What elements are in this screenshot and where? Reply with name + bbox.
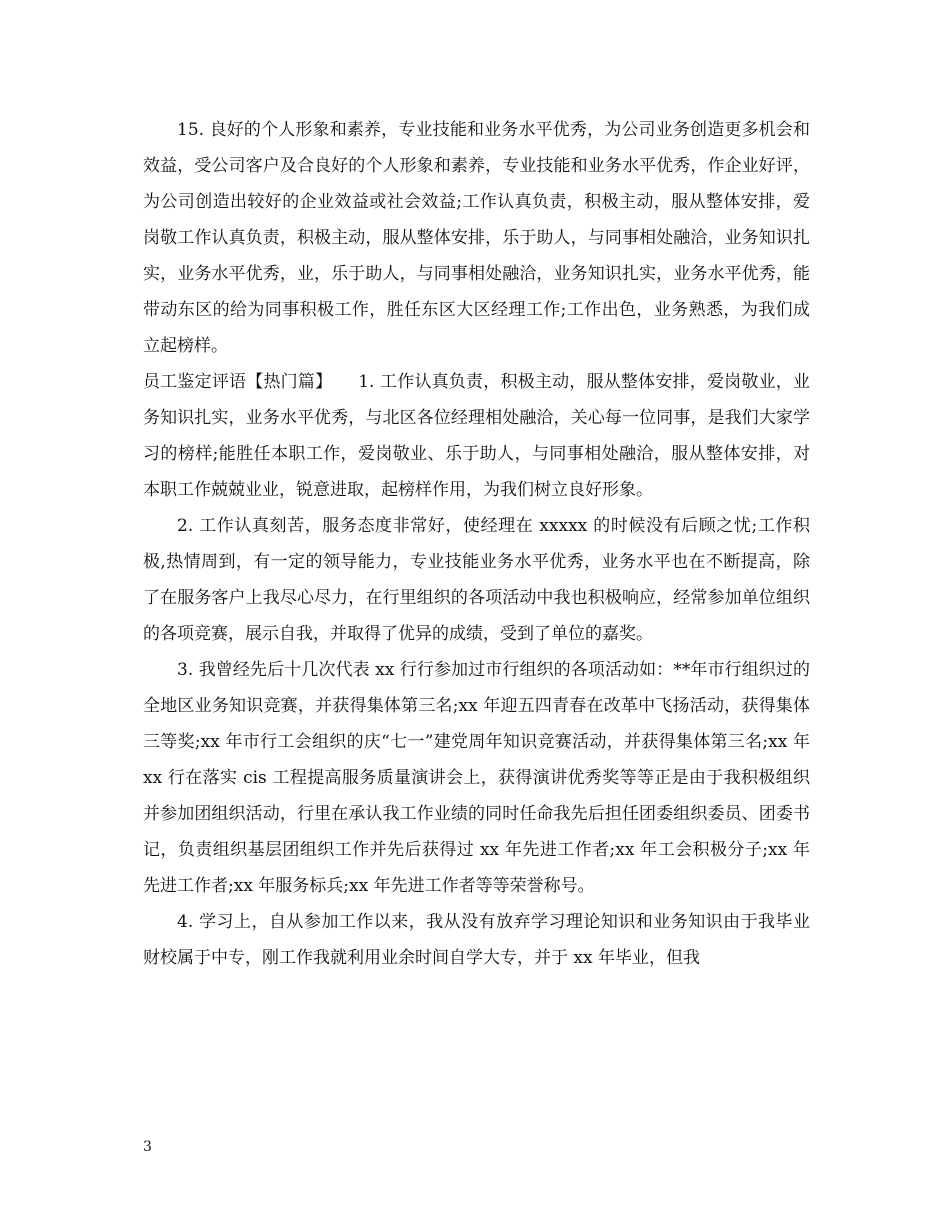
- paragraph-item-2: 2. 工作认真刻苦，服务态度非常好，使经理在 xxxxx 的时候没有后顾之忧;工作积极,热情周到，有一定的领导能力，专业技能业务水平优秀，业务水平也在不断提高，除了在服务客户上我尽心尽力，在行里组织的各项活动中我也积极响应，经常参加单位组织的各项竞赛，展示自我，并取得了优异的成绩，受到了单位的嘉奖。: [143, 516, 810, 644]
- page-number: 3: [143, 1139, 152, 1155]
- paragraph-item-4: 4. 学习上，自从参加工作以来，我从没有放弃学习理论知识和业务知识由于我毕业财校属于中专，刚工作我就利用业余时间自学大专，并于 xx 年毕业，但我: [143, 912, 810, 968]
- paragraph-item-15: 15. 良好的个人形象和素养，专业技能和业务水平优秀，为公司业务创造更多机会和效益，受公司客户及合良好的个人形象和素养，专业技能和业务水平优秀，作企业好评，为公司创造出较好的企业效益或社会效益;工作认真负责，积极主动，服从整体安排，爱岗敬工作认真负责，积极主动，服从整体安排，乐于助人，与同事相处融洽，业务知识扎实，业务水平优秀，业，乐于助人，与同事相处融洽，业务知识扎实，业务水平优秀，能带动东区的给为同事积极工作，胜任东区大区经理工作;工作出色，业务熟悉，为我们成立起榜样。: [143, 120, 810, 356]
- document-body: [143, 112, 810, 976]
- paragraph-item-3: 3. 我曾经先后十几次代表 xx 行行参加过市行组织的各项活动如：**年市行组织过的全地区业务知识竞赛，并获得集体第三名;xx 年迎五四青春在改革中飞扬活动，获得集体三等奖;xx 年市行工会组织的庆“七一”建党周年知识竞赛活动，并获得集体第三名;xx 年 xx 行在落实 cis 工程提高服务质量演讲会上，获得演讲优秀奖等等正是由于我积极组织并参加团组织活动，行里在承认我工作业绩的同时任命我先后担任团委组织委员、团委书记，负责组织基层团组织工作并先后获得过 xx 年先进工作者;xx 年工会积极分子;xx 年先进工作者;xx 年服务标兵;xx 年先进工作者等等荣誉称号。: [143, 660, 810, 896]
- paragraph-evaluation-hot-1: 员工鉴定评语【热门篇】 1. 工作认真负责，积极主动，服从整体安排，爱岗敬业，业务知识扎实，业务水平优秀，与北区各位经理相处融洽，关心每一位同事，是我们大家学习的榜样;能胜任本职工作，爱岗敬业、乐于助人，与同事相处融洽，服从整体安排，对本职工作兢兢业业，锐意进取，起榜样作用，为我们树立良好形象。: [143, 372, 810, 500]
